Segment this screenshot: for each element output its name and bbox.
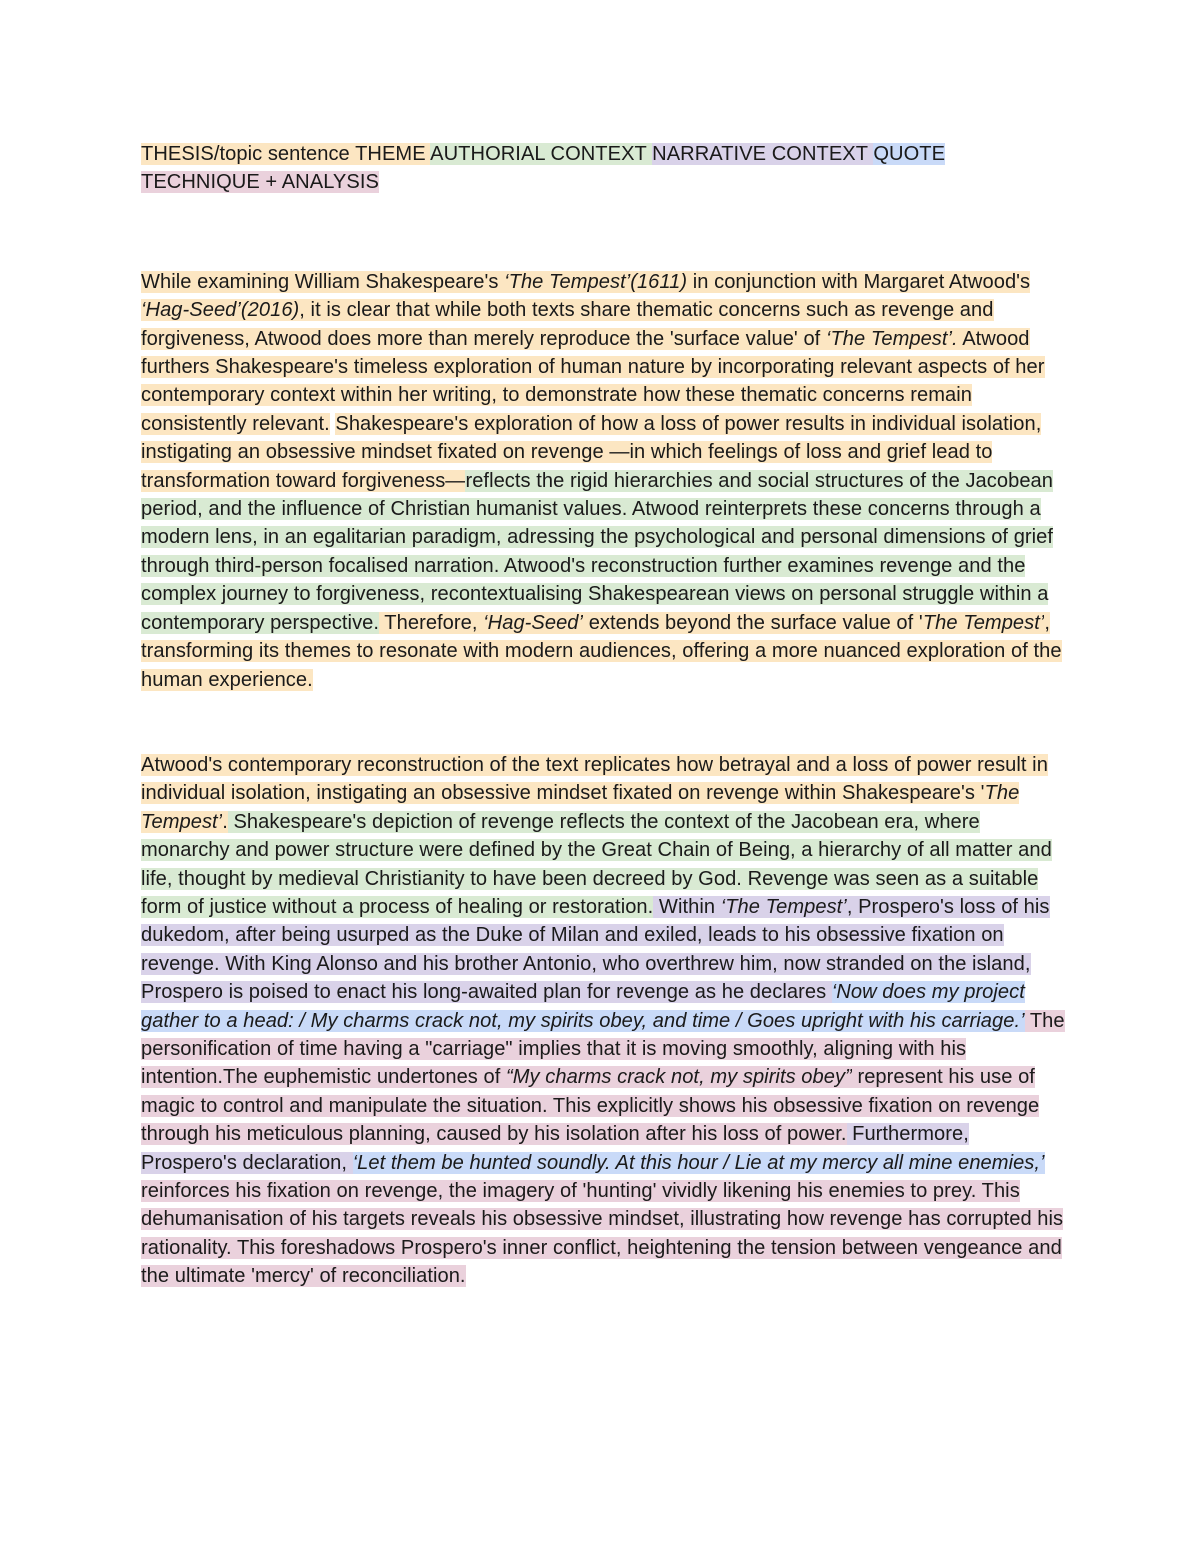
legend-narrative-label: NARRATIVE CONTEXT [652, 143, 874, 165]
thesis-segment: ‘Hag-Seed’(2016) [141, 299, 300, 322]
quote-segment: ‘Let them be hunted soundly. At this hour / Lie at my mercy all mine enemies,’ [352, 1151, 1045, 1174]
narrative-segment: Within [653, 895, 721, 918]
paragraph-2 [141, 751, 1066, 1291]
legend-thesis-label: THESIS/topic sentence [141, 143, 356, 165]
quote-segment: ‘Now does my project gather to a head: / My charms crack not, my spirits obey, and time / Goes upright with his carriage.’ [141, 981, 1025, 1032]
thesis-segment: The Tempest’ [141, 782, 1020, 833]
technique-segment: represent his use of magic to control and manipulate the situation. This explicitly shows his obsessive fixation on revenge through his meticulous planning, caused by his isolation after his loss of power. [141, 1066, 1040, 1146]
theme-segment: Shakespeare's exploration of how a loss of power results in individual isolation, instigating an obsessive mindset fixated on revenge —in which feelings of loss and grief lead to transformation toward forgiveness— [141, 412, 1042, 492]
narrative-segment: Furthermore, Prospero's declaration, [141, 1123, 969, 1174]
thesis-segment: ‘The Tempest’. [825, 327, 958, 350]
thesis-segment: . [222, 810, 228, 833]
legend-authorial-label: AUTHORIAL CONTEXT [430, 143, 653, 165]
color-key-legend [141, 140, 1066, 197]
thesis-segment: in conjunction with Margaret Atwood's [687, 270, 1031, 293]
thesis-segment: While examining William Shakespeare's [141, 270, 505, 293]
authorial-segment: reflects the rigid hierarchies and social structures of the Jacobean period, and the influence of Christian humanist values. Atwood reinterprets these concerns through a modern lens, in an egalitarian paradigm, adressing the psychological and personal dimensions of grief through third-person focalised narration. Atwood's reconstruction further examines revenge and the complex journey to forgiveness, recontextualising Shakespearean views on personal struggle within a contemporary perspective. [141, 469, 1054, 634]
narrative-segment: , Prospero's loss of his dukedom, after being usurped as the Duke of Milan and exiled, leads to his obsessive fixation on revenge. With King Alonso and his brother Antonio, who overthrew him, now stranded on the island, Prospero is poised to enact his long-awaited plan for revenge as he declares [141, 895, 1050, 1004]
thesis-segment: , it is clear that while both texts share thematic concerns such as revenge and forgiveness, Atwood does more than merely reproduce the 'surface value' of [141, 299, 994, 350]
thesis-segment: Therefore, [379, 611, 484, 634]
technique-segment: The personification of time having a "carriage" implies that it is moving smoothly, aligning with his intention.The euphemistic undertones of [141, 1009, 1065, 1089]
narrative-segment: ‘The Tempest’ [720, 895, 847, 918]
essay-body [141, 268, 1066, 1291]
paragraph-1 [141, 268, 1066, 694]
thesis-segment: extends beyond the surface value of ' [583, 611, 923, 634]
thesis-segment: ‘The Tempest’(1611) [504, 270, 688, 293]
thesis-segment: ‘Hag-Seed’ [483, 611, 584, 634]
document-page [141, 140, 1066, 1348]
technique-segment: reinforces his fixation on revenge, the imagery of 'hunting' vividly likening his enemies to prey. This dehumanisation of his targets reveals his obsessive mindset, illustrating how revenge has corrupted his rationality. This foreshadows Prospero's inner conflict, heightening the tension between vengeance and the ultimate 'mercy' of reconciliation. [141, 1180, 1064, 1288]
thesis-segment: Atwood furthers Shakespeare's timeless exploration of human nature by incorporating relevant aspects of her contemporary context within her writing, to demonstrate how these thematic concerns remain consistently relevant. [141, 327, 1045, 435]
thesis-segment: , transforming its themes to resonate with modern audiences, offering a more nuanced exploration of the human experience. [141, 611, 1062, 691]
legend-theme-label: THEME [355, 143, 431, 165]
legend-technique-label: TECHNIQUE + ANALYSIS [141, 171, 379, 194]
technique-segment: “My charms crack not, my spirits obey” [506, 1066, 852, 1089]
thesis-segment: The Tempest’ [922, 611, 1045, 634]
thesis-segment: Atwood's contemporary reconstruction of the text replicates how betrayal and a loss of power result in individual isolation, instigating an obsessive mindset fixated on revenge within Shakespeare's ' [141, 753, 1048, 805]
authorial-segment: Shakespeare's depiction of revenge reflects the context of the Jacobean era, where monarchy and power structure were defined by the Great Chain of Being, a hierarchy of all matter and life, thought by medieval Christianity to have been decreed by God. Revenge was seen as a suitable form of justice without a process of healing or restoration. [141, 810, 1052, 918]
legend-quote-label: QUOTE [873, 143, 946, 165]
